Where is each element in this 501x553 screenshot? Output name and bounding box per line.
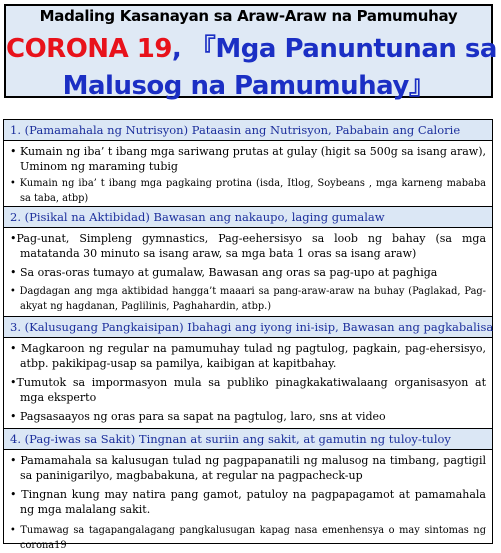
section-3-item-1: • Magkaroon ng regular na pamumuhay tulad ng pagtulog, pagkain, pag-ehersisyo, atbp. pakikipag-usap sa pamilya, kaibigan at kapitbahay. (10, 342, 486, 370)
section-3-item-3: • Pagsasaayos ng oras para sa sapat na pagtulog, laro, sns at video (10, 410, 386, 423)
section-4-heading: 4. (Pag-iwas sa Sakit) Tingnan at suriin ang sakit, at gamutin ng tuloy-tuloy (4, 429, 492, 450)
section-2-item-2: • Sa oras-oras tumayo at gumalaw, Bawasan ang oras sa pag-upo at paghiga (10, 266, 438, 279)
section-4-item-3: • Tumawag sa tagapangalagang pangkalusugan kapag nasa emenhensya o may sintomas ng corona19 (10, 525, 486, 551)
section-2-body (4, 228, 492, 317)
section-3-body (4, 338, 492, 429)
banner-title-guidelines: 『Mga Panuntunan sa (189, 34, 497, 64)
section-4-body (4, 450, 492, 551)
section-1-item-2: • Kumain ng iba’ t ibang mga pagkaing protina (isda, Itlog, Soybeans , mga karneng mababa sa taba, atbp) (10, 178, 486, 204)
title-banner (4, 4, 497, 101)
banner-title-line-2: Malusog na Pamumuhay』 (62, 71, 435, 101)
section-3-item-2: •Tumutok sa impormasyon mula sa publiko pinagkakatiwalaang organisasyon at mga eksperto (10, 376, 486, 404)
section-2-item-1: •Pag-unat, Simpleng gymnastics, Pag-eehersisyo sa loob ng bahay (sa mga matatanda 30 minuto sa isang araw, sa mga bata 1 oras sa isang araw) (10, 232, 486, 260)
banner-subtitle: Madaling Kasanayan sa Araw-Araw na Pamumuhay (39, 7, 458, 25)
section-3-heading: 3. (Kalusugang Pangkaisipan) Ibahagi ang iyong ini-isip, Bawasan ang pagkabalisa (4, 317, 492, 338)
section-1-body (4, 141, 492, 207)
guidelines-sheet (3, 119, 494, 551)
banner-title-corona: CORONA 19 (6, 34, 172, 64)
section-4-item-2: • Tingnan kung may natira pang gamot, patuloy na pagpapagamot at pamamahala ng mga malalang sakit. (10, 488, 486, 516)
section-1-item-1: • Kumain ng iba’ t ibang mga sariwang prutas at gulay (higit sa 500g sa isang araw), Uminom ng maraming tubig (10, 145, 486, 173)
section-1-heading: 1. (Pamamahala ng Nutrisyon) Pataasin ang Nutrisyon, Pababain ang Calorie (4, 120, 492, 141)
section-2-item-3: • Dagdagan ang mga aktibidad hangga’t maaari sa pang-araw-araw na buhay (Paglakad, Pag-akyat ng hagdanan, Paglilinis, Paghahardin, atbp.) (10, 286, 486, 312)
banner-title-separator: , (171, 34, 190, 64)
section-2-heading: 2. (Pisikal na Aktibidad) Bawasan ang nakaupo, laging gumalaw (4, 207, 492, 228)
banner-title-line-1 (6, 28, 497, 65)
section-4-item-1: • Pamamahala sa kalusugan tulad ng pagpapanatili ng malusog na timbang, pagtigil sa paninigarilyo, magbabakuna, at regular na pagpacheck-up (10, 454, 486, 482)
